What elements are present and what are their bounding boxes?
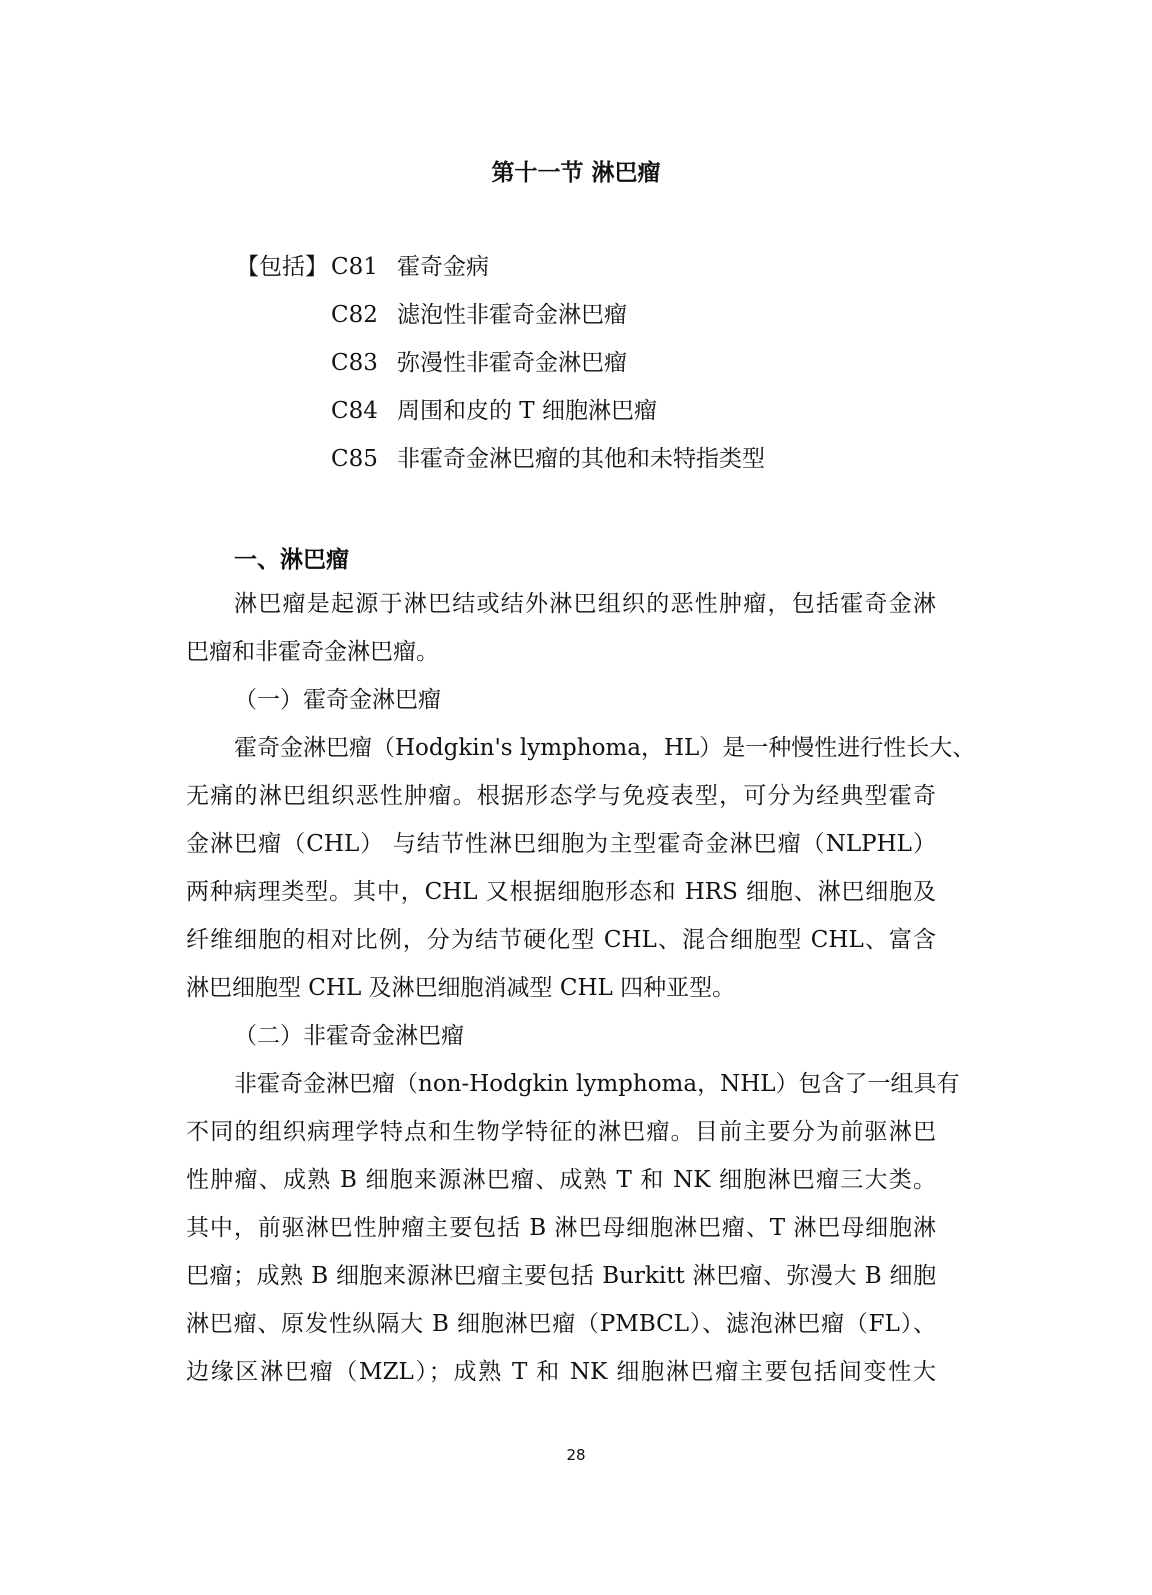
code-c85-desc: 非霍奇金淋巴瘤的其他和未特指类型 (397, 446, 765, 472)
subsection-heading: （一）霍奇金淋巴瘤 (234, 687, 441, 713)
code-c84-desc: 周围和皮的 T 细胞淋巴瘤 (397, 398, 657, 424)
paragraph-line: 金淋巴瘤（CHL） 与结节性淋巴细胞为主型霍奇金淋巴瘤（NLPHL） (186, 831, 936, 857)
paragraph-line: 淋巴瘤、原发性纵隔大 B 细胞淋巴瘤（PMBCL）、滤泡淋巴瘤（FL）、 (186, 1311, 936, 1337)
code-c81-desc: 霍奇金病 (397, 254, 489, 280)
code-c82-desc: 滤泡性非霍奇金淋巴瘤 (397, 302, 627, 328)
paragraph-line: 非霍奇金淋巴瘤（non-Hodgkin lymphoma，NHL）包含了一组具有 (234, 1071, 960, 1097)
paragraph-line: 性肿瘤、成熟 B 细胞来源淋巴瘤、成熟 T 和 NK 细胞淋巴瘤三大类。 (186, 1167, 936, 1193)
page-number: 28 (566, 1446, 586, 1464)
paragraph-line: 无痛的淋巴组织恶性肿瘤。根据形态学与免疫表型，可分为经典型霍奇 (186, 783, 936, 809)
code-c81: C81 (331, 254, 378, 280)
subsection-heading: （二）非霍奇金淋巴瘤 (234, 1023, 464, 1049)
code-c83: C83 (331, 350, 378, 376)
includes-label: 【包括】 (236, 254, 328, 280)
paragraph-line: 不同的组织病理学特点和生物学特征的淋巴瘤。目前主要分为前驱淋巴 (186, 1119, 936, 1145)
paragraph-line: 霍奇金淋巴瘤（Hodgkin's lymphoma，HL）是一种慢性进行性长大、 (234, 735, 976, 761)
page-title: 第十一节 淋巴瘤 (491, 160, 661, 186)
paragraph-line: 淋巴瘤是起源于淋巴结或结外淋巴组织的恶性肿瘤，包括霍奇金淋 (234, 591, 936, 617)
paragraph-line: 巴瘤和非霍奇金淋巴瘤。 (186, 639, 439, 665)
paragraph-line: 巴瘤；成熟 B 细胞来源淋巴瘤主要包括 Burkitt 淋巴瘤、弥漫大 B 细胞 (186, 1263, 936, 1289)
paragraph-line: 其中，前驱淋巴性肿瘤主要包括 B 淋巴母细胞淋巴瘤、T 淋巴母细胞淋 (186, 1215, 936, 1241)
code-c84: C84 (331, 398, 378, 424)
section-heading: 一、淋巴瘤 (234, 547, 349, 573)
paragraph-line: 淋巴细胞型 CHL 及淋巴细胞消减型 CHL 四种亚型。 (186, 975, 736, 1001)
code-c85: C85 (331, 446, 378, 472)
paragraph-line: 纤维细胞的相对比例，分为结节硬化型 CHL、混合细胞型 CHL、富含 (186, 927, 936, 953)
paragraph-line: 边缘区淋巴瘤（MZL）；成熟 T 和 NK 细胞淋巴瘤主要包括间变性大 (186, 1359, 936, 1385)
code-c83-desc: 弥漫性非霍奇金淋巴瘤 (397, 350, 627, 376)
code-c82: C82 (331, 302, 378, 328)
paragraph-line: 两种病理类型。其中，CHL 又根据细胞形态和 HRS 细胞、淋巴细胞及 (186, 879, 936, 905)
